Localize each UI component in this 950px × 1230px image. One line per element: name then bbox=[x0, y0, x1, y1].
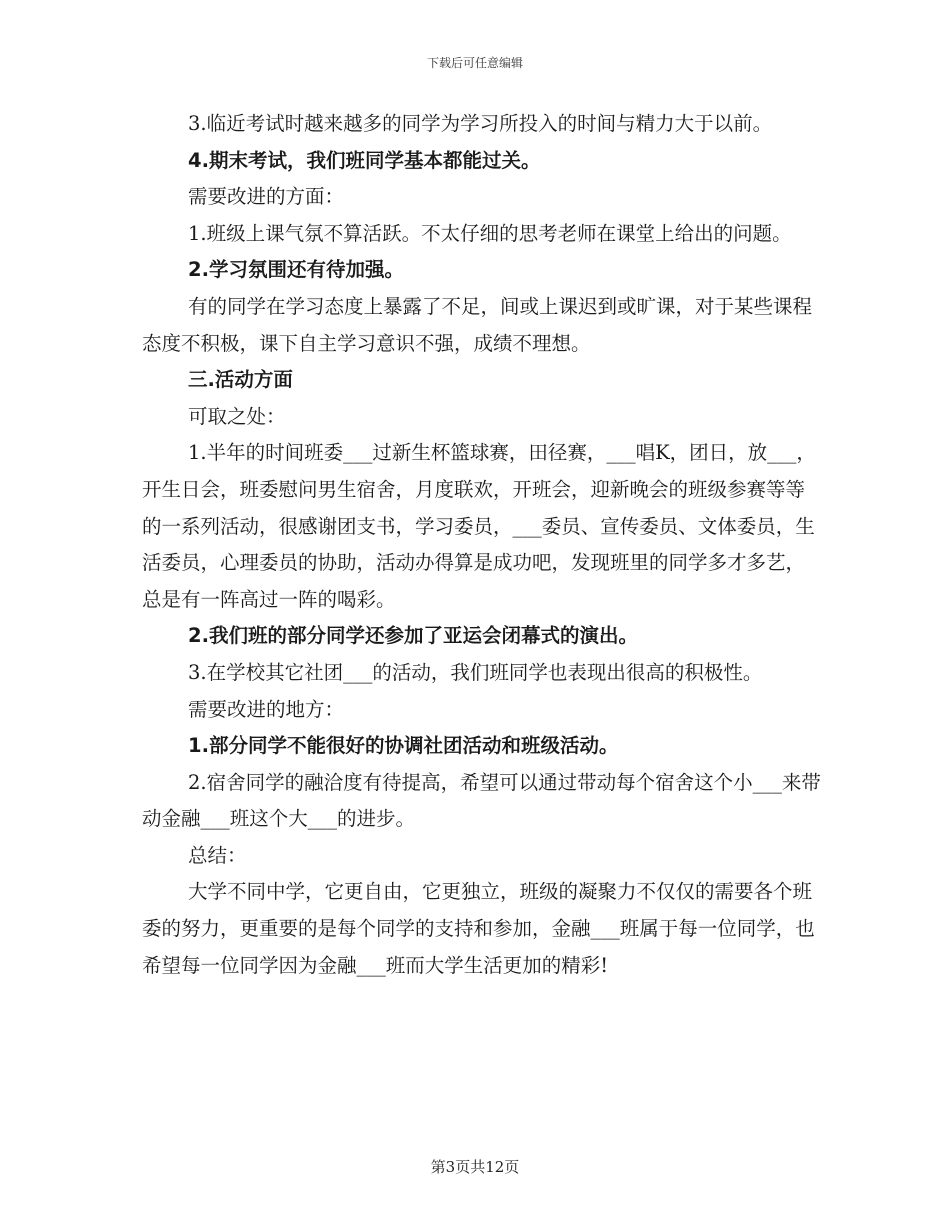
paragraph-strengths: 可取之处： bbox=[188, 404, 286, 428]
paragraph-improvement-areas: 需要改进的地方： bbox=[188, 697, 345, 721]
paragraph-dormitory: 2.宿舍同学的融洽度有待提高，希望可以通过带动每个宿舍这个小___来带动金融___班这个大___的进步。 bbox=[142, 770, 821, 831]
paragraph-class-atmosphere: 1.班级上课气氛不算活跃。不太仔细的思考老师在课堂上给出的问题。 bbox=[188, 221, 792, 245]
paragraph-activities-list: 1.半年的时间班委___过新生杯篮球赛，田径赛，___唱K，团日，放___，开生日会，班委慰问男生宿舍，月度联欢，开班会，迎新晚会的班级参赛等等的一系列活动，很感谢团支书，学习委员，___委员、宣传委员、文体委员，生活委员，心理委员的协助，活动办得算是成功吧，发现班里的同学多才多艺，总是有一阵高过一阵的喝彩。 bbox=[142, 441, 816, 611]
page-header: 下载后可任意编辑 bbox=[426, 56, 523, 70]
paragraph-club-activities: 3.在学校其它社团___的活动，我们班同学也表现出很高的积极性。 bbox=[188, 660, 763, 684]
heading-asian-games: 2.我们班的部分同学还参加了亚运会闭幕式的演出。 bbox=[188, 624, 638, 648]
paragraph-study-attitude: 有的同学在学习态度上暴露了不足，间或上课迟到或旷课，对于某些课程态度不积极，课下自主学习意识不强，成绩不理想。 bbox=[142, 294, 813, 355]
section-heading-activities: 三.活动方面 bbox=[188, 368, 293, 392]
document-body bbox=[142, 106, 822, 984]
paragraph-summary-label: 总结： bbox=[188, 843, 247, 867]
paragraph-study-time: 3.临近考试时越来越多的同学为学习所投入的时间与精力大于以前。 bbox=[188, 112, 773, 135]
heading-coordination: 1.部分同学不能很好的协调社团活动和班级活动。 bbox=[188, 734, 619, 758]
heading-study-atmosphere: 2.学习氛围还有待加强。 bbox=[188, 258, 404, 282]
paragraph-needs-improvement: 需要改进的方面： bbox=[188, 185, 345, 209]
heading-final-exam: 4.期末考试，我们班同学基本都能过关。 bbox=[188, 148, 541, 172]
page-footer: 第3页共12页 bbox=[430, 1158, 520, 1176]
paragraph-summary: 大学不同中学，它更自由，它更独立，班级的凝聚力不仅仅的需要各个班委的努力，更重要的是每个同学的支持和参加，金融___班属于每一位同学，也希望每一位同学因为金融___班而大学生活更加的精彩! bbox=[142, 880, 815, 977]
